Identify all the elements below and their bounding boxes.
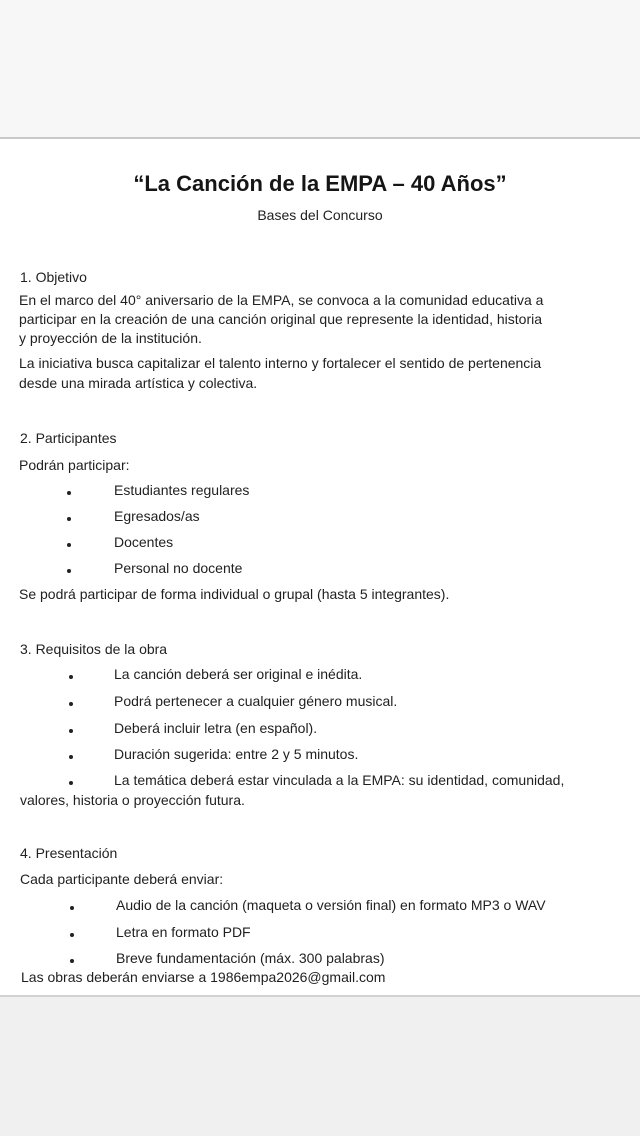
bullet-icon <box>70 933 74 937</box>
bullet-icon <box>69 755 73 759</box>
list-item: Podrá pertenecer a cualquier género musical. <box>114 693 398 709</box>
list-item: Audio de la canción (maqueta o versión final) en formato MP3 o WAV <box>116 897 546 913</box>
document-page <box>0 137 640 997</box>
list-item: Breve fundamentación (máx. 300 palabras) <box>116 950 385 966</box>
bullet-icon <box>70 906 74 910</box>
section-heading-requisitos: 3. Requisitos de la obra <box>20 641 168 657</box>
list-item: Egresados/as <box>114 508 200 524</box>
document-subtitle: Bases del Concurso <box>257 207 383 223</box>
bullet-icon <box>69 702 73 706</box>
list-item: La canción deberá ser original e inédita. <box>114 666 363 682</box>
bullet-icon <box>69 729 73 733</box>
screen-top-area <box>0 0 640 137</box>
paragraph-line: y proyección de la institución. <box>19 330 202 346</box>
bullet-icon <box>69 675 73 679</box>
screen-bottom-area <box>0 997 640 1136</box>
section-heading-participantes: 2. Participantes <box>20 430 117 446</box>
list-item-continuation: valores, historia o proyección futura. <box>20 792 245 808</box>
paragraph-line: En el marco del 40° aniversario de la EMPA, se convoca a la comunidad educativa a <box>19 292 544 308</box>
participantes-intro: Podrán participar: <box>19 457 130 473</box>
paragraph-line: La iniciativa busca capitalizar el talento interno y fortalecer el sentido de pertenencia <box>19 355 542 371</box>
bullet-icon <box>67 543 71 547</box>
list-item: Estudiantes regulares <box>114 482 250 498</box>
section-heading-presentacion: 4. Presentación <box>20 845 118 861</box>
presentacion-intro: Cada participante deberá enviar: <box>20 871 224 887</box>
list-item: Personal no docente <box>114 560 243 576</box>
list-item: Docentes <box>114 534 174 550</box>
participantes-note: Se podrá participar de forma individual o grupal (hasta 5 integrantes). <box>19 586 450 602</box>
list-item: Letra en formato PDF <box>116 924 251 940</box>
paragraph-line: desde una mirada artística y colectiva. <box>19 375 258 391</box>
paragraph-line: participar en la creación de una canción original que represente la identidad, historia <box>19 311 542 327</box>
list-item: Deberá incluir letra (en español). <box>114 720 318 736</box>
list-item: La temática deberá estar vinculada a la EMPA: su identidad, comunidad, <box>114 772 565 788</box>
bullet-icon <box>69 781 73 785</box>
bullet-icon <box>67 491 71 495</box>
document-title: “La Canción de la EMPA – 40 Años” <box>133 171 507 196</box>
section-heading-objetivo: 1. Objetivo <box>20 269 87 285</box>
bullet-icon <box>67 517 71 521</box>
bullet-icon <box>67 569 71 573</box>
bullet-icon <box>70 959 74 963</box>
submission-email-line: Las obras deberán enviarse a 1986empa2026@gmail.com <box>21 969 386 985</box>
list-item: Duración sugerida: entre 2 y 5 minutos. <box>114 746 359 762</box>
